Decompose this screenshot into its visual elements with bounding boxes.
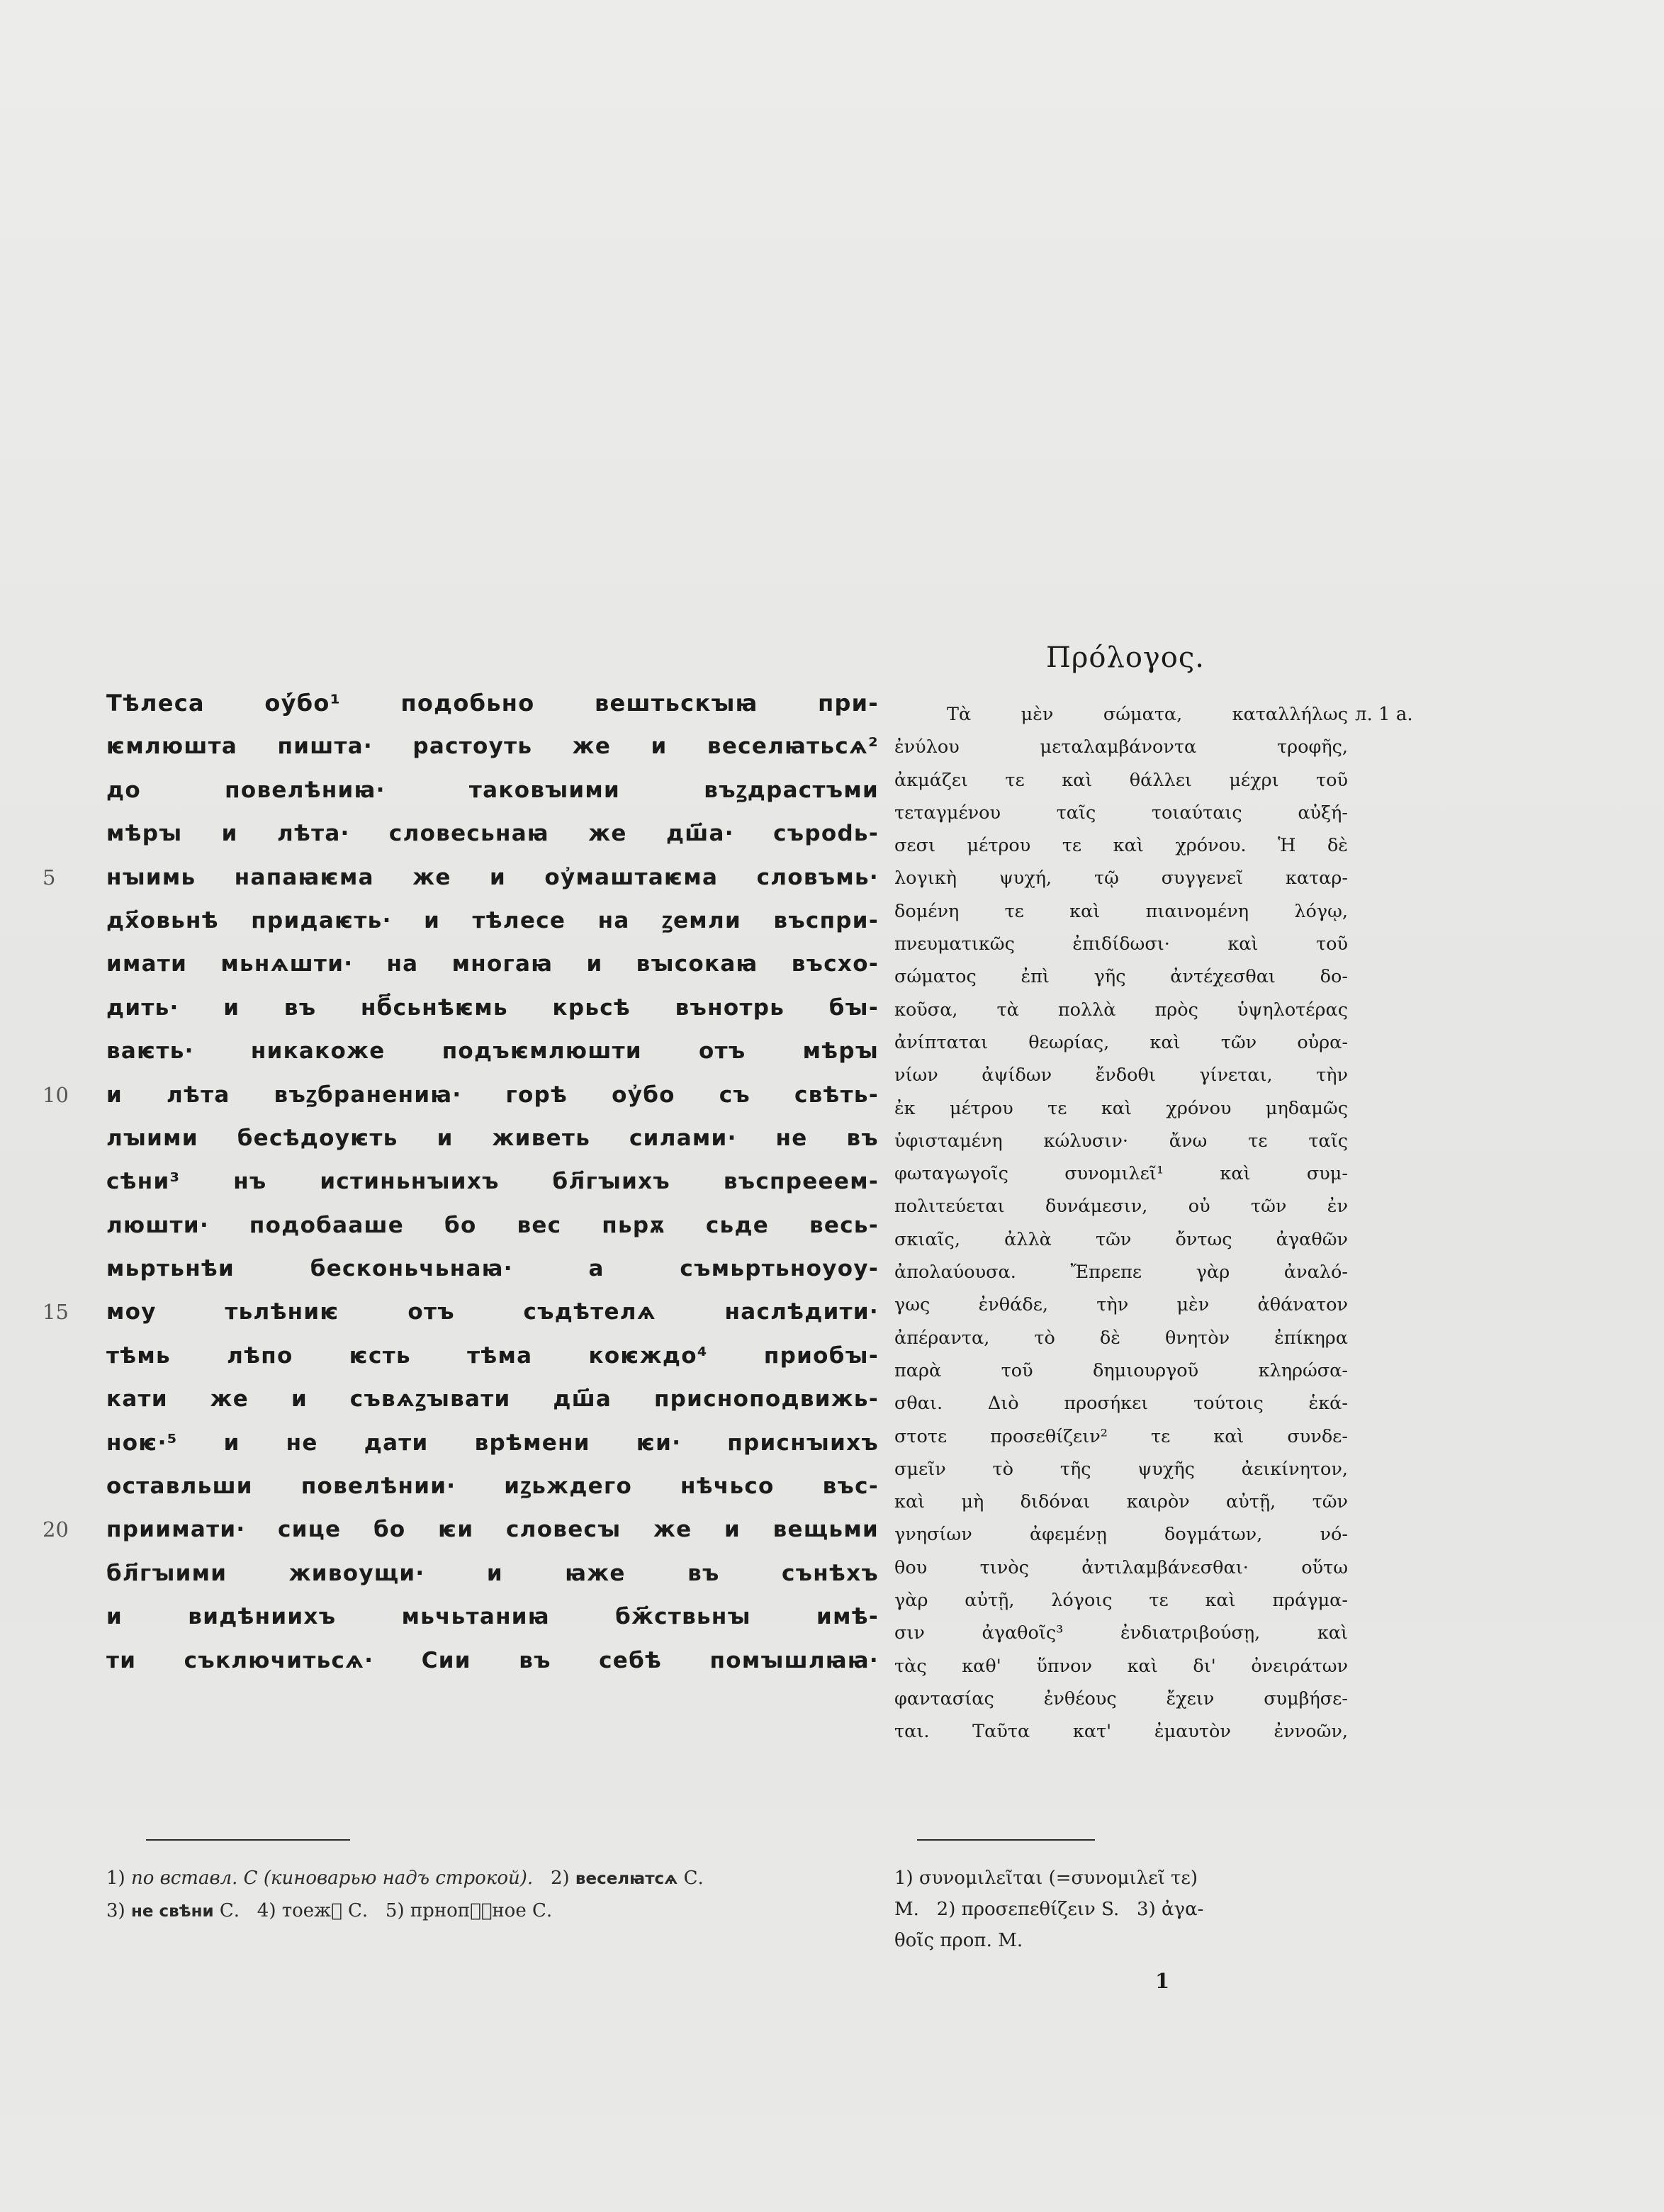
slavonic-line-text: сѣни³ нъ истиньнꙑихъ бл҃гꙑихъ въспрееем-	[106, 1169, 879, 1195]
slavonic-line-text: бл҃гꙑими живоущи· и ꙗже въ сънѣхъ	[106, 1560, 879, 1586]
slavonic-line	[106, 1247, 879, 1291]
greek-line: ται. Ταῦτα κατ' ἐμαυτὸν ἐννοῶν,	[894, 1721, 1348, 1743]
greek-line: σθαι. Διὸ προσήκει τούτοις ἑκά-	[894, 1393, 1348, 1415]
slavonic-line-text: приимати· сице бо ѥи словесꙑ же и вещьми	[106, 1517, 879, 1543]
slavonic-line-text: люшти· подобааше бо вес пьрѫ сьде весь-	[106, 1212, 879, 1238]
greek-footnote-line: M. 2) προσεπεθίζειν S. 3) ἀγα-	[894, 1899, 1204, 1920]
slavonic-line	[106, 1204, 879, 1247]
footnote-prefix: 1)	[106, 1868, 131, 1889]
slavonic-line	[106, 1422, 879, 1465]
slavonic-line-text: тѣмь лѣпо ѥсть тѣма коѥждо⁴ приобꙑ-	[106, 1342, 879, 1369]
slavonic-line-text: дх҃овьнѣ придаѥть· и тѣлесе на ꙁемли въспри-	[106, 907, 879, 933]
slavonic-line	[106, 1465, 879, 1508]
slavonic-line	[106, 899, 879, 943]
greek-line: τὰς καθ' ὕπνον καὶ δι' ὀνειράτων	[894, 1655, 1348, 1677]
greek-line: στοτε προσεθίζειν² τε καὶ συνδε-	[894, 1425, 1348, 1447]
slavonic-footnote-line	[106, 1895, 879, 1928]
slavonic-line	[106, 682, 879, 725]
slavonic-text-column	[43, 682, 879, 1683]
slavonic-line	[106, 812, 879, 855]
greek-line: γὰρ αὐτῇ, λόγοις τε καὶ πράγμα-	[894, 1590, 1348, 1612]
line-number: 10	[43, 1082, 69, 1107]
slavonic-line	[106, 943, 879, 986]
greek-line: νίων ἀψίδων ἔνδοθι γίνεται, τὴν	[894, 1065, 1348, 1087]
greek-footnotes	[894, 1863, 1433, 1956]
footnote-rule-right	[917, 1839, 1095, 1841]
slavonic-line-text: ваѥть· никакоже подъѥмлюшти отъ мѣрꙑ	[106, 1038, 879, 1065]
greek-line: φαντασίας ἐνθέους ἔχειν συμβήσε-	[894, 1688, 1348, 1709]
greek-text-column	[894, 698, 1348, 1748]
footnote-suffix: С. 4) тоежⷣ С. 5) прнопⷭ҇ное С.	[213, 1900, 553, 1921]
slavonic-line-text: лꙑими бесѣдоуѥть и живеть силами· не въ	[106, 1125, 879, 1151]
greek-line: Τὰ μὲν σώματα, καταλλήλως	[947, 704, 1348, 725]
slavonic-line	[106, 725, 879, 768]
slavonic-line-text: до повелѣниꙗ· таковꙑими въꙁдрастъми	[106, 777, 879, 803]
greek-footnote-line: 1) συνομιλεῖται (=συνομιλεῖ τε)	[894, 1868, 1198, 1889]
greek-line: πνευματικῶς ἐπιδίδωσι· καὶ τοῦ	[894, 933, 1348, 955]
slavonic-line-text: имати мьнѧшти· на многаꙗ и вꙑсокаꙗ въсхо-	[106, 951, 879, 977]
greek-line: τεταγμένου ταῖς τοιαύταις αὐξή-	[894, 802, 1348, 824]
footnote-slav: веселꙗтсѧ	[575, 1870, 678, 1888]
slavonic-line-text: Тѣлеса оу҆́бо¹ подобьно вештьскꙑꙗ при-	[106, 690, 879, 717]
folio-margin-note: л. 1 а.	[1355, 704, 1413, 725]
slavonic-line	[106, 987, 879, 1030]
line-number: 5	[43, 865, 56, 889]
greek-line: γως ἐνθάδε, τὴν μὲν ἀθάνατον	[894, 1294, 1348, 1316]
greek-line: πολιτεύεται δυνάμεσιν, οὐ τῶν ἐν	[894, 1196, 1348, 1218]
slavonic-line	[106, 769, 879, 812]
slavonic-line-text: оставльши повелѣнии· иꙁьждего нѣчьсо въс-	[106, 1473, 879, 1500]
slavonic-line-text: ти съключитьсѧ· Сии въ себѣ помꙑшлꙗꙗ·	[106, 1647, 879, 1673]
footnote-rule-left	[146, 1839, 350, 1841]
slavonic-line-text: ѥмлюшта пишта· растоуть же и веселꙗтьсѧ²	[106, 734, 879, 760]
slavonic-line-text: моу тьлѣниѥ отъ съдѣтелѧ наслѣдити·	[106, 1299, 879, 1325]
slavonic-line	[43, 1291, 879, 1334]
greek-line: ἐνύλου μεταλαμβάνοντα τροφῆς,	[894, 736, 1348, 758]
greek-line: δομένη τε καὶ πιαινομένη λόγῳ,	[894, 900, 1348, 922]
slavonic-line-text: и видѣниихъ мьчьтаниꙗ бж҃ствьнꙑ имѣ-	[106, 1604, 879, 1630]
slavonic-line	[106, 1552, 879, 1595]
slavonic-line	[106, 1335, 879, 1378]
footnote-italic: по вставл. С (киноварью надъ строкой).	[130, 1868, 534, 1889]
greek-line: ἀνίπταται θεωρίας, καὶ τῶν οὐρα-	[894, 1031, 1348, 1053]
slavonic-line	[106, 1117, 879, 1160]
greek-line: θου τινὸς ἀντιλαμβάνεσθαι· οὕτω	[894, 1556, 1348, 1578]
slavonic-line-text: мѣрꙑ и лѣта· словесьнаꙗ же дш҃а· сърodь-	[106, 821, 879, 847]
slavonic-line	[106, 1595, 879, 1639]
greek-line: σμεῖν τὸ τῆς ψυχῆς ἀεικίνητον,	[894, 1458, 1348, 1480]
page-number: 1	[1155, 1969, 1170, 1993]
greek-line: ὑφισταμένη κώλυσιν· ἄνω τε ταῖς	[894, 1130, 1348, 1152]
footnote-suffix: С.	[678, 1868, 704, 1889]
slavonic-footnotes	[106, 1863, 879, 1928]
line-number: 20	[43, 1517, 69, 1542]
greek-line: ἐκ μέτρου τε καὶ χρόνου μηδαμῶς	[894, 1097, 1348, 1119]
footnote-slav: не свѣни	[130, 1902, 214, 1921]
slavonic-line	[106, 1378, 879, 1421]
slavonic-line	[106, 1030, 879, 1073]
greek-line: σεσι μέτρου τε καὶ χρόνου. Ἡ δὲ	[894, 835, 1348, 857]
greek-line: ἀκμάζει τε καὶ θάλλει μέχρι τοῦ	[894, 769, 1348, 791]
greek-line: ἀπέραντα, τὸ δὲ θνητὸν ἐπίκηρα	[894, 1327, 1348, 1349]
footnote-prefix: 3)	[106, 1900, 131, 1921]
slavonic-line	[106, 1160, 879, 1203]
greek-footnote-line: θοῖς προп. M.	[894, 1930, 1023, 1951]
slavonic-line	[106, 1639, 879, 1683]
slavonic-line-text: мьртьнѣи бесконьчьнаꙗ· а съмьртьноуоу-	[106, 1256, 879, 1282]
greek-line: σιν ἀγαθοῖς³ ἐνδιατριβούσῃ, καὶ	[894, 1622, 1348, 1644]
line-number: 15	[43, 1300, 69, 1325]
slavonic-line-text: кати же и съвѧꙁꙑвати дш҃а присноподвижь-	[106, 1386, 879, 1413]
footnote-mid: 2)	[533, 1868, 575, 1889]
greek-line: ἀπολαύουσα. Ἔπρεπε γὰρ ἀναλό-	[894, 1262, 1348, 1284]
greek-line: σώματος ἐπὶ γῆς ἀντέχεσθαι δο-	[894, 966, 1348, 988]
slavonic-line-text: дить· и въ нб҃сьнѣѥмь крьсѣ вънотрь бꙑ-	[106, 994, 879, 1021]
greek-line: γνησίων ἀφεμένῃ δογμάτων, νό-	[894, 1524, 1348, 1546]
greek-line: φωταγωγοῖς συνομιλεῖ¹ καὶ συμ-	[894, 1163, 1348, 1185]
slavonic-line-text: и лѣта въꙁбранениꙗ· горѣ оу҆бо съ свѣть-	[106, 1082, 879, 1108]
slavonic-line-text: ноѥ·⁵ и не дати врѣмени ѥи· приснꙑихъ	[106, 1430, 879, 1456]
slavonic-line	[43, 856, 879, 899]
greek-line: παρὰ τοῦ δημιουργοῦ κληρώσα-	[894, 1359, 1348, 1381]
slavonic-line	[43, 1508, 879, 1551]
slavonic-footnote-line	[106, 1863, 879, 1895]
greek-line: σκιαῖς, ἀλλὰ τῶν ὄντως ἀγαθῶν	[894, 1228, 1348, 1250]
greek-title: Πρόλογος.	[1045, 641, 1205, 674]
slavonic-line-text: нꙑимь напаꙗѥма же и оу҆маштаѥма словъмь·	[106, 864, 879, 890]
greek-line: λογικὴ ψυχή, τῷ συγγενεῖ καταρ-	[894, 868, 1348, 889]
greek-line: κοῦσα, τὰ πολλὰ πρὸς ὑψηλοτέρας	[894, 999, 1348, 1021]
slavonic-line	[43, 1074, 879, 1117]
greek-line: καὶ μὴ διδόναι καιρὸν αὐτῇ, τῶν	[894, 1491, 1348, 1513]
